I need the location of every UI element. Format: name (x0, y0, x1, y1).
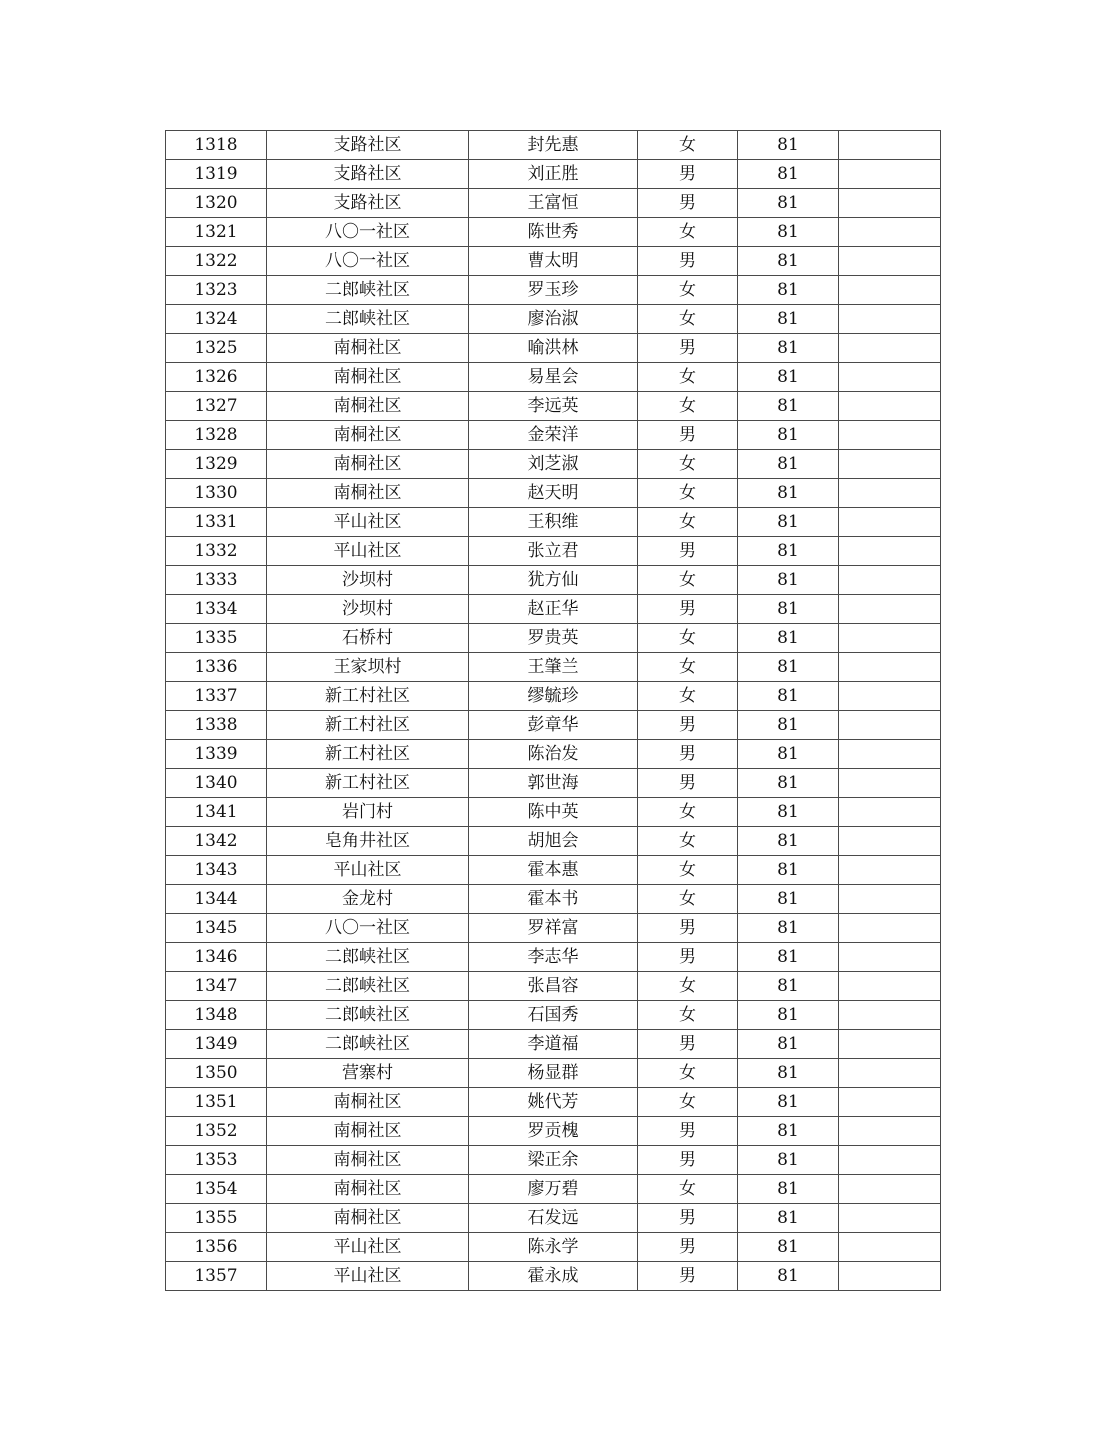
remarks-cell (839, 711, 941, 740)
name-cell: 罗贵英 (469, 624, 638, 653)
name-cell: 金荣洋 (469, 421, 638, 450)
table-row (166, 856, 941, 885)
age-cell: 81 (738, 914, 839, 943)
table-row (166, 363, 941, 392)
serial-number-cell: 1344 (166, 885, 267, 914)
name-cell: 郭世海 (469, 769, 638, 798)
name-cell: 罗玉珍 (469, 276, 638, 305)
community-cell: 南桐社区 (267, 1175, 469, 1204)
gender-cell: 男 (638, 189, 738, 218)
remarks-cell (839, 1262, 941, 1291)
community-cell: 南桐社区 (267, 450, 469, 479)
name-cell: 王富恒 (469, 189, 638, 218)
serial-number-cell: 1342 (166, 827, 267, 856)
name-cell: 石发远 (469, 1204, 638, 1233)
gender-cell: 男 (638, 537, 738, 566)
name-cell: 罗贡槐 (469, 1117, 638, 1146)
community-cell: 石桥村 (267, 624, 469, 653)
name-cell: 王肇兰 (469, 653, 638, 682)
age-cell: 81 (738, 1059, 839, 1088)
gender-cell: 女 (638, 1059, 738, 1088)
name-cell: 廖治淑 (469, 305, 638, 334)
serial-number-cell: 1334 (166, 595, 267, 624)
age-cell: 81 (738, 740, 839, 769)
gender-cell: 男 (638, 711, 738, 740)
age-cell: 81 (738, 653, 839, 682)
remarks-cell (839, 421, 941, 450)
age-cell: 81 (738, 624, 839, 653)
serial-number-cell: 1320 (166, 189, 267, 218)
remarks-cell (839, 334, 941, 363)
name-cell: 霍本惠 (469, 856, 638, 885)
table-row (166, 1175, 941, 1204)
age-cell: 81 (738, 798, 839, 827)
serial-number-cell: 1341 (166, 798, 267, 827)
remarks-cell (839, 218, 941, 247)
serial-number-cell: 1327 (166, 392, 267, 421)
name-cell: 石国秀 (469, 1001, 638, 1030)
age-cell: 81 (738, 885, 839, 914)
remarks-cell (839, 247, 941, 276)
name-cell: 张立君 (469, 537, 638, 566)
community-cell: 南桐社区 (267, 1204, 469, 1233)
name-cell: 易星会 (469, 363, 638, 392)
community-cell: 二郎峡社区 (267, 1001, 469, 1030)
age-cell: 81 (738, 1030, 839, 1059)
serial-number-cell: 1356 (166, 1233, 267, 1262)
name-cell: 赵正华 (469, 595, 638, 624)
serial-number-cell: 1339 (166, 740, 267, 769)
name-cell: 姚代芳 (469, 1088, 638, 1117)
table-row (166, 1030, 941, 1059)
gender-cell: 女 (638, 508, 738, 537)
remarks-cell (839, 1233, 941, 1262)
remarks-cell (839, 392, 941, 421)
community-cell: 支路社区 (267, 160, 469, 189)
community-cell: 皂角井社区 (267, 827, 469, 856)
remarks-cell (839, 798, 941, 827)
table-row (166, 1117, 941, 1146)
age-cell: 81 (738, 711, 839, 740)
remarks-cell (839, 131, 941, 160)
age-cell: 81 (738, 450, 839, 479)
roster-table (165, 130, 941, 1291)
remarks-cell (839, 914, 941, 943)
serial-number-cell: 1330 (166, 479, 267, 508)
age-cell: 81 (738, 856, 839, 885)
age-cell: 81 (738, 363, 839, 392)
serial-number-cell: 1350 (166, 1059, 267, 1088)
community-cell: 八〇一社区 (267, 218, 469, 247)
name-cell: 缪毓珍 (469, 682, 638, 711)
table-row (166, 1059, 941, 1088)
serial-number-cell: 1336 (166, 653, 267, 682)
serial-number-cell: 1346 (166, 943, 267, 972)
gender-cell: 女 (638, 682, 738, 711)
table-row (166, 1233, 941, 1262)
community-cell: 新工村社区 (267, 711, 469, 740)
table-row (166, 421, 941, 450)
remarks-cell (839, 827, 941, 856)
name-cell: 赵天明 (469, 479, 638, 508)
remarks-cell (839, 653, 941, 682)
community-cell: 南桐社区 (267, 1146, 469, 1175)
age-cell: 81 (738, 160, 839, 189)
table-row (166, 537, 941, 566)
serial-number-cell: 1343 (166, 856, 267, 885)
age-cell: 81 (738, 508, 839, 537)
age-cell: 81 (738, 305, 839, 334)
community-cell: 平山社区 (267, 508, 469, 537)
remarks-cell (839, 276, 941, 305)
age-cell: 81 (738, 1204, 839, 1233)
name-cell: 张昌容 (469, 972, 638, 1001)
age-cell: 81 (738, 1233, 839, 1262)
gender-cell: 男 (638, 943, 738, 972)
gender-cell: 男 (638, 1146, 738, 1175)
name-cell: 王积维 (469, 508, 638, 537)
age-cell: 81 (738, 1146, 839, 1175)
community-cell: 南桐社区 (267, 334, 469, 363)
gender-cell: 男 (638, 1262, 738, 1291)
age-cell: 81 (738, 1001, 839, 1030)
community-cell: 平山社区 (267, 537, 469, 566)
gender-cell: 女 (638, 1175, 738, 1204)
community-cell: 王家坝村 (267, 653, 469, 682)
gender-cell: 女 (638, 479, 738, 508)
table-row (166, 566, 941, 595)
table-row (166, 131, 941, 160)
serial-number-cell: 1351 (166, 1088, 267, 1117)
serial-number-cell: 1355 (166, 1204, 267, 1233)
community-cell: 平山社区 (267, 1262, 469, 1291)
table-row (166, 914, 941, 943)
community-cell: 八〇一社区 (267, 914, 469, 943)
serial-number-cell: 1337 (166, 682, 267, 711)
gender-cell: 男 (638, 914, 738, 943)
remarks-cell (839, 1204, 941, 1233)
remarks-cell (839, 566, 941, 595)
gender-cell: 女 (638, 972, 738, 1001)
name-cell: 陈中英 (469, 798, 638, 827)
serial-number-cell: 1333 (166, 566, 267, 595)
table-row (166, 189, 941, 218)
gender-cell: 女 (638, 856, 738, 885)
community-cell: 南桐社区 (267, 1088, 469, 1117)
table-row (166, 769, 941, 798)
table-row (166, 624, 941, 653)
name-cell: 陈治发 (469, 740, 638, 769)
community-cell: 沙坝村 (267, 566, 469, 595)
remarks-cell (839, 537, 941, 566)
age-cell: 81 (738, 972, 839, 1001)
age-cell: 81 (738, 334, 839, 363)
serial-number-cell: 1325 (166, 334, 267, 363)
table-row (166, 682, 941, 711)
age-cell: 81 (738, 769, 839, 798)
name-cell: 李远英 (469, 392, 638, 421)
gender-cell: 女 (638, 131, 738, 160)
community-cell: 二郎峡社区 (267, 276, 469, 305)
serial-number-cell: 1326 (166, 363, 267, 392)
age-cell: 81 (738, 276, 839, 305)
table-row (166, 1001, 941, 1030)
table-row (166, 247, 941, 276)
remarks-cell (839, 856, 941, 885)
community-cell: 南桐社区 (267, 1117, 469, 1146)
name-cell: 彭章华 (469, 711, 638, 740)
community-cell: 南桐社区 (267, 479, 469, 508)
serial-number-cell: 1338 (166, 711, 267, 740)
name-cell: 霍永成 (469, 1262, 638, 1291)
roster-table-body (166, 131, 941, 1291)
remarks-cell (839, 1117, 941, 1146)
remarks-cell (839, 305, 941, 334)
gender-cell: 男 (638, 421, 738, 450)
table-row (166, 711, 941, 740)
table-row (166, 943, 941, 972)
remarks-cell (839, 450, 941, 479)
age-cell: 81 (738, 1262, 839, 1291)
age-cell: 81 (738, 595, 839, 624)
gender-cell: 女 (638, 450, 738, 479)
gender-cell: 男 (638, 1030, 738, 1059)
gender-cell: 男 (638, 334, 738, 363)
remarks-cell (839, 1001, 941, 1030)
name-cell: 廖万碧 (469, 1175, 638, 1204)
gender-cell: 女 (638, 653, 738, 682)
name-cell: 罗祥富 (469, 914, 638, 943)
name-cell: 李志华 (469, 943, 638, 972)
name-cell: 喻洪林 (469, 334, 638, 363)
remarks-cell (839, 595, 941, 624)
gender-cell: 女 (638, 566, 738, 595)
table-row (166, 798, 941, 827)
community-cell: 二郎峡社区 (267, 305, 469, 334)
age-cell: 81 (738, 537, 839, 566)
community-cell: 二郎峡社区 (267, 943, 469, 972)
serial-number-cell: 1340 (166, 769, 267, 798)
community-cell: 南桐社区 (267, 421, 469, 450)
community-cell: 新工村社区 (267, 740, 469, 769)
community-cell: 营寨村 (267, 1059, 469, 1088)
table-row (166, 305, 941, 334)
age-cell: 81 (738, 189, 839, 218)
serial-number-cell: 1318 (166, 131, 267, 160)
serial-number-cell: 1319 (166, 160, 267, 189)
remarks-cell (839, 1030, 941, 1059)
remarks-cell (839, 972, 941, 1001)
age-cell: 81 (738, 247, 839, 276)
remarks-cell (839, 885, 941, 914)
gender-cell: 男 (638, 740, 738, 769)
age-cell: 81 (738, 1117, 839, 1146)
table-row (166, 740, 941, 769)
age-cell: 81 (738, 682, 839, 711)
table-row (166, 885, 941, 914)
gender-cell: 男 (638, 1233, 738, 1262)
table-row (166, 972, 941, 1001)
gender-cell: 女 (638, 305, 738, 334)
gender-cell: 男 (638, 247, 738, 276)
community-cell: 南桐社区 (267, 363, 469, 392)
gender-cell: 女 (638, 392, 738, 421)
gender-cell: 男 (638, 1204, 738, 1233)
name-cell: 曹太明 (469, 247, 638, 276)
remarks-cell (839, 479, 941, 508)
gender-cell: 女 (638, 798, 738, 827)
serial-number-cell: 1348 (166, 1001, 267, 1030)
community-cell: 平山社区 (267, 1233, 469, 1262)
name-cell: 犹方仙 (469, 566, 638, 595)
table-row (166, 334, 941, 363)
serial-number-cell: 1324 (166, 305, 267, 334)
community-cell: 八〇一社区 (267, 247, 469, 276)
remarks-cell (839, 740, 941, 769)
name-cell: 封先惠 (469, 131, 638, 160)
remarks-cell (839, 160, 941, 189)
serial-number-cell: 1354 (166, 1175, 267, 1204)
gender-cell: 女 (638, 1088, 738, 1117)
age-cell: 81 (738, 392, 839, 421)
name-cell: 刘正胜 (469, 160, 638, 189)
table-row (166, 653, 941, 682)
age-cell: 81 (738, 218, 839, 247)
gender-cell: 女 (638, 624, 738, 653)
remarks-cell (839, 1175, 941, 1204)
gender-cell: 女 (638, 363, 738, 392)
serial-number-cell: 1335 (166, 624, 267, 653)
age-cell: 81 (738, 827, 839, 856)
community-cell: 南桐社区 (267, 392, 469, 421)
community-cell: 沙坝村 (267, 595, 469, 624)
gender-cell: 女 (638, 885, 738, 914)
table-row (166, 218, 941, 247)
serial-number-cell: 1322 (166, 247, 267, 276)
table-row (166, 479, 941, 508)
remarks-cell (839, 943, 941, 972)
gender-cell: 男 (638, 160, 738, 189)
age-cell: 81 (738, 479, 839, 508)
gender-cell: 男 (638, 1117, 738, 1146)
remarks-cell (839, 1146, 941, 1175)
remarks-cell (839, 1059, 941, 1088)
gender-cell: 女 (638, 1001, 738, 1030)
remarks-cell (839, 769, 941, 798)
gender-cell: 女 (638, 276, 738, 305)
serial-number-cell: 1345 (166, 914, 267, 943)
name-cell: 霍本书 (469, 885, 638, 914)
table-row (166, 160, 941, 189)
table-row (166, 1262, 941, 1291)
table-row (166, 392, 941, 421)
serial-number-cell: 1332 (166, 537, 267, 566)
table-row (166, 508, 941, 537)
community-cell: 新工村社区 (267, 769, 469, 798)
table-row (166, 595, 941, 624)
gender-cell: 女 (638, 218, 738, 247)
community-cell: 平山社区 (267, 856, 469, 885)
gender-cell: 男 (638, 595, 738, 624)
serial-number-cell: 1349 (166, 1030, 267, 1059)
serial-number-cell: 1352 (166, 1117, 267, 1146)
serial-number-cell: 1328 (166, 421, 267, 450)
community-cell: 二郎峡社区 (267, 972, 469, 1001)
serial-number-cell: 1353 (166, 1146, 267, 1175)
serial-number-cell: 1331 (166, 508, 267, 537)
gender-cell: 女 (638, 827, 738, 856)
table-row (166, 1088, 941, 1117)
name-cell: 陈永学 (469, 1233, 638, 1262)
name-cell: 李道福 (469, 1030, 638, 1059)
age-cell: 81 (738, 131, 839, 160)
remarks-cell (839, 363, 941, 392)
serial-number-cell: 1323 (166, 276, 267, 305)
document-page (165, 130, 941, 1291)
remarks-cell (839, 189, 941, 218)
serial-number-cell: 1357 (166, 1262, 267, 1291)
serial-number-cell: 1347 (166, 972, 267, 1001)
community-cell: 支路社区 (267, 131, 469, 160)
age-cell: 81 (738, 566, 839, 595)
remarks-cell (839, 682, 941, 711)
age-cell: 81 (738, 943, 839, 972)
name-cell: 刘芝淑 (469, 450, 638, 479)
community-cell: 金龙村 (267, 885, 469, 914)
community-cell: 岩门村 (267, 798, 469, 827)
community-cell: 二郎峡社区 (267, 1030, 469, 1059)
name-cell: 梁正余 (469, 1146, 638, 1175)
age-cell: 81 (738, 421, 839, 450)
remarks-cell (839, 508, 941, 537)
remarks-cell (839, 1088, 941, 1117)
table-row (166, 450, 941, 479)
gender-cell: 男 (638, 769, 738, 798)
serial-number-cell: 1329 (166, 450, 267, 479)
community-cell: 支路社区 (267, 189, 469, 218)
community-cell: 新工村社区 (267, 682, 469, 711)
remarks-cell (839, 624, 941, 653)
table-row (166, 1204, 941, 1233)
name-cell: 胡旭会 (469, 827, 638, 856)
age-cell: 81 (738, 1088, 839, 1117)
table-row (166, 276, 941, 305)
name-cell: 杨显群 (469, 1059, 638, 1088)
serial-number-cell: 1321 (166, 218, 267, 247)
table-row (166, 827, 941, 856)
age-cell: 81 (738, 1175, 839, 1204)
table-row (166, 1146, 941, 1175)
name-cell: 陈世秀 (469, 218, 638, 247)
